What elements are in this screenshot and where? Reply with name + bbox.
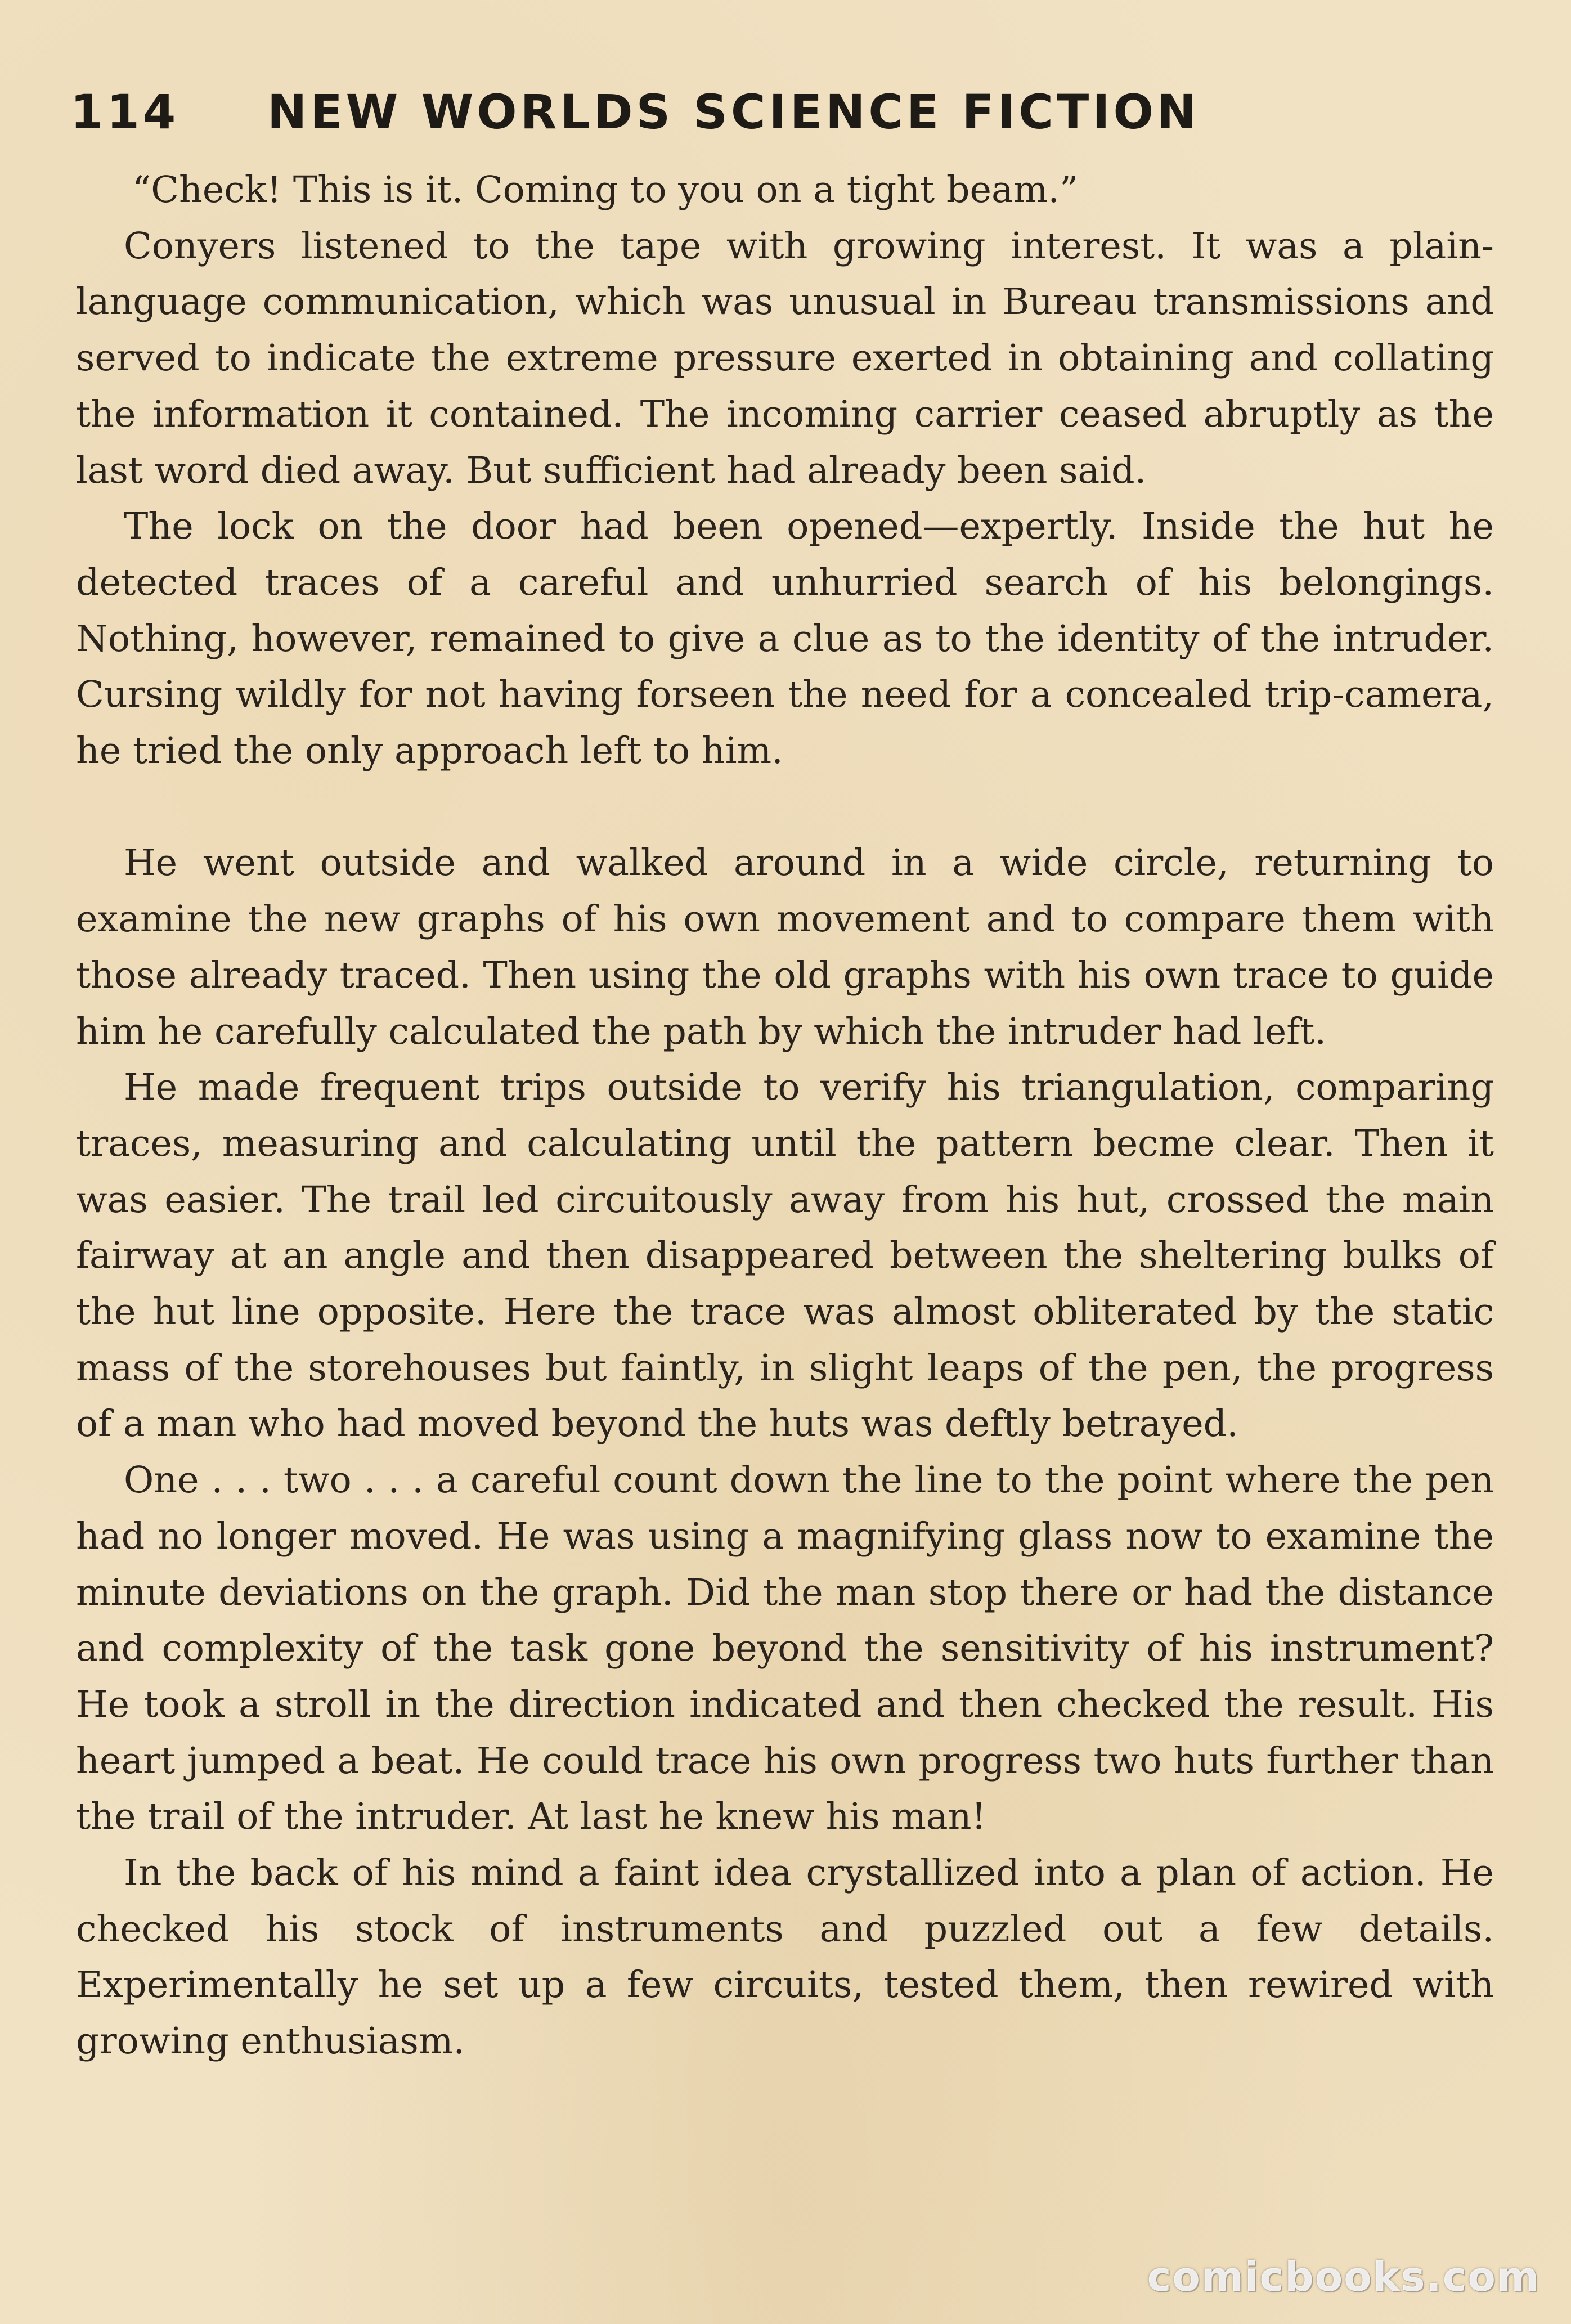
page-number: 114 — [70, 84, 179, 140]
magazine-title: NEW WORLDS SCIENCE FICTION — [267, 84, 1200, 140]
source-watermark: comicbooks.com — [1147, 2253, 1540, 2300]
paragraph: He went outside and walked around in a wide circle, returning to examine the new graphs of his own movement and to compare them with those already traced. Then using the old graphs with his own trace to guide him he carefully calculated the path by which the intruder had left. — [76, 842, 1494, 1053]
paragraph: He made frequent trips outside to verify his triangulation, comparing traces, measuring and calculating until the pattern becme clear. Then it was easier. The trail led circuitously away from his hut, crossed the main fairway at an angle and then disappeared between the sheltering bulks of the hut line opposite. Here the trace was almost obliterated by the static mass of the storehouses but faintly, in slight leaps of the pen, the progress of a man who had moved beyond the huts was deftly betrayed. — [76, 1066, 1494, 1446]
paragraph: Conyers listened to the tape with growing interest. It was a plain-language communication, which was unusual in Bureau transmissions and served to indicate the extreme pressure exerted in obtaining and collating the information it contained. The incoming carrier ceased abruptly as the last word died away. But sufficient had already been said. — [76, 225, 1494, 492]
paragraph: “Check! This is it. Coming to you on a tight beam.” — [132, 169, 1079, 211]
page-header — [70, 84, 1511, 146]
story-text — [76, 162, 1494, 2070]
paragraph: One . . . two . . . a careful count down the line to the point where the pen had no longer moved. He was using a magnifying glass now to examine the minute deviations on the graph. Did the man stop there or had the distance and complexity of the task gone beyond the sensitivity of his instrument? He took a stroll in the direction indicated and then checked the result. His heart jumped a beat. He could trace his own progress two huts further than the trail of the intruder. At last he knew his man! — [76, 1459, 1494, 1838]
paragraph: The lock on the door had been opened—expertly. Inside the hut he detected traces of a careful and unhurried search of his belongings. Nothing, however, remained to give a clue as to the identity of the intruder. Cursing wildly for not having forseen the need for a concealed trip-camera, he tried the only approach left to him. — [76, 505, 1494, 773]
paragraph: In the back of his mind a faint idea crystallized into a plan of action. He checked his stock of instruments and puzzled out a few details. Experimentally he set up a few circuits, tested them, then rewired with growing enthusiasm. — [76, 1852, 1494, 2063]
